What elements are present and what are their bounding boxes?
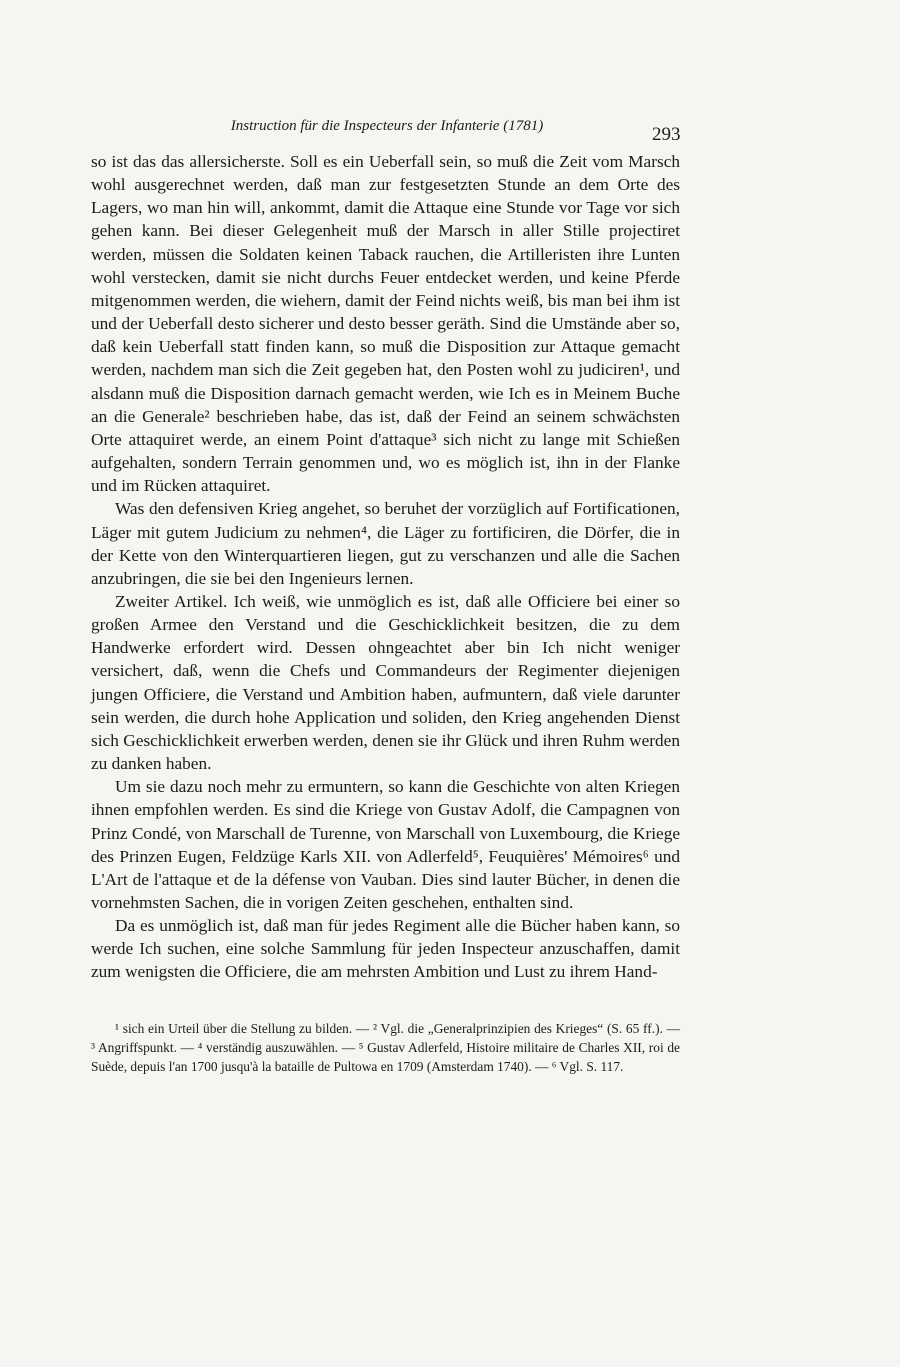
footnote-text: ¹ sich ein Urteil über die Stellung zu bilden. — ² Vgl. die „Generalprinzipien des Krieges“ (S. 65 ff.). — ³ Angriffspunkt. — ⁴ verständig auszuwählen. — ⁵ Gustav Adlerfeld, Histoire militaire de Charles XII, roi de Suède, depuis l'an 1700 jusqu'à la bataille de Pultowa en 1709 (Amsterdam 1740). — ⁶ Vgl. S. 117. [91,1021,680,1074]
paragraph: Da es unmöglich ist, daß man für jedes Regiment alle die Bücher haben kann, so werde Ich suchen, eine solche Sammlung für jeden Inspecteur anzuschaffen, damit zum wenigsten die Officiere, die am mehrsten Ambition und Lust zu ihrem Hand- [91,916,680,982]
page-number: 293 [652,124,681,145]
paragraph: Zweiter Artikel. Ich weiß, wie unmöglich es ist, daß alle Officiere bei einer so großen Armee den Verstand und die Geschicklichkeit besitzen, die zu dem Handwerke erfordert wird. Dessen ohngeachtet aber bin Ich nicht weniger versichert, daß, wenn die Chefs und Commandeurs der Regimenter diejenigen jungen Officiere, die Verstand und Ambition haben, aufmuntern, daß viele darunter sein werden, die durch hohe Application und soliden, den Krieg angehenden Dienst sich Geschicklichkeit erwerben werden, denen sie ihr Glück und ihren Ruhm werden zu danken haben. [91,591,680,774]
footnotes [91,1019,680,1076]
paragraph: Was den defensiven Krieg angehet, so beruhet der vorzüglich auf Fortificationen, Läger mit gutem Judicium zu nehmen⁴, die Läger zu fortificiren, die Dörfer, die in der Kette von den Winterquartieren liegen, gut zu verschanzen und alle die Sachen anzubringen, die sie bei den Ingenieurs lernen. [91,499,680,588]
main-text [91,150,680,984]
paragraph: so ist das das allersicherste. Soll es ein Ueberfall sein, so muß die Zeit vom Marsch wohl ausgerechnet werden, daß man zur festgesetzten Stunde an dem Orte des Lagers, wo man hin will, ankommt, damit die Attaque eine Stunde vor Tage vor sich gehen kann. Bei dieser Gelegenheit muß der Marsch in aller Stille projectiret werden, müssen die Soldaten keinen Taback rauchen, die Artilleristen ihre Lunten wohl verstecken, damit sie nicht durchs Feuer entdecket werden, und keine Pferde mitgenommen werden, die wiehern, damit der Feind nichts weiß, bis man bei ihm ist und der Ueberfall desto sicherer und desto besser geräth. Sind die Umstände aber so, daß kein Ueberfall statt finden kann, so muß die Disposition zur Attaque gemacht werden, nachdem man sich die Zeit gegeben hat, den Posten wohl zu judiciren¹, und alsdann muß die Disposition darnach gemacht werden, wie Ich es in Meinem Buche an die Generale² beschrieben habe, das ist, daß der Feind an seinem schwächsten Orte attaquiret werde, an einem Point d'attaque³ sich nicht zu lange mit Schießen aufgehalten, sondern Terrain genommen und, wo es möglich ist, ihn in der Flanke und im Rücken attaquiret. [91,152,680,496]
paragraph: Um sie dazu noch mehr zu ermuntern, so kann die Geschichte von alten Kriegen ihnen empfohlen werden. Es sind die Kriege von Gustav Adolf, die Campagnen von Prinz Condé, von Marschall de Turenne, von Marschall von Luxembourg, die Kriege des Prinzen Eugen, Feldzüge Karls XII. von Adlerfeld⁵, Feuquières' Mémoires⁶ und L'Art de l'attaque et de la défense von Vauban. Dies sind lauter Bücher, in denen die vornehmsten Sachen, die in vorigen Zeiten geschehen, enthalten sind. [91,777,680,912]
running-title: Instruction für die Inspecteurs der Infanterie (1781) [230,118,544,134]
